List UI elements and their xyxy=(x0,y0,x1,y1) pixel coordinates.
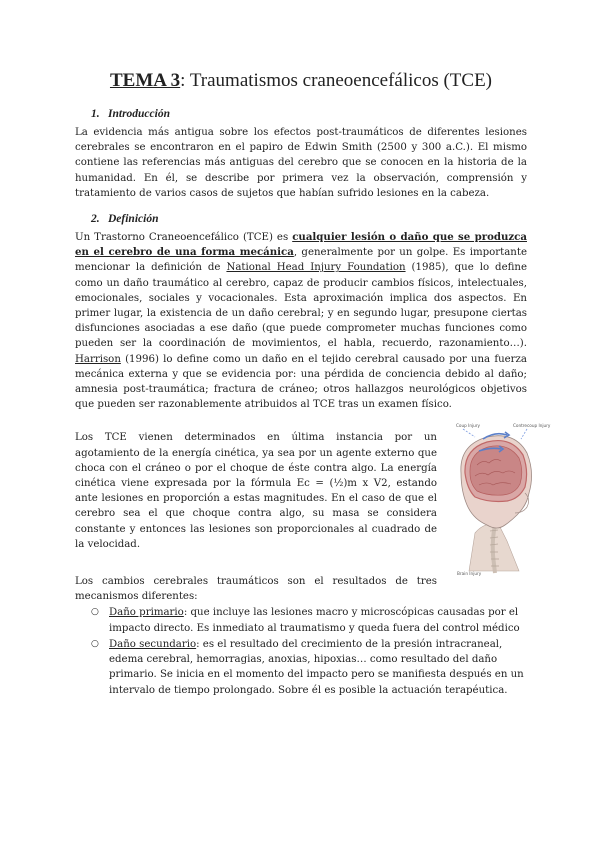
brain-injury-figure xyxy=(455,421,551,577)
citation-nhif: National Head Injury Foundation xyxy=(226,262,406,274)
bullet-text: : es el resultado del crecimiento de la presión intracraneal, edema cerebral, hemorragias, anoxias, hipoxias… como resultado del daño primario. Se inicia en el momento del impacto pero se manifiesta después en un intervalo de tiempo prolongado. Sobre él es posible la actuación terapéutica. xyxy=(109,638,524,696)
citation-harrison: Harrison xyxy=(75,353,121,365)
section-definicion xyxy=(75,213,527,412)
highlighted-definition: cualquier lesión o daño que se produzca en el cerebro de una forma mecánica xyxy=(75,231,527,259)
mechanisms-block xyxy=(75,574,437,604)
bullet-circle-icon: ○ xyxy=(91,607,99,618)
title-main: TEMA 3 xyxy=(109,70,181,91)
bullet-text: : que incluye las lesiones macro y microscópicas causadas por el impacto directo. Es inmediato al traumatismo y queda fuera del control médico xyxy=(109,607,520,634)
mechanisms-list xyxy=(75,605,527,697)
section-title: Introducción xyxy=(108,108,170,120)
figure-label-coup: Coup Injury xyxy=(456,423,481,429)
section-number: 2. xyxy=(91,213,100,226)
mechanisms-intro: Los cambios cerebrales traumáticos son el resultados de tres mecanismos diferentes: xyxy=(75,576,437,603)
document-page xyxy=(75,70,551,699)
section-number: 1. xyxy=(91,108,100,120)
bullet-term: Daño secundario xyxy=(109,638,197,650)
figure-label-contrecoup: Contrecoup Injury xyxy=(513,423,551,429)
tce-block xyxy=(75,423,551,577)
tce-text xyxy=(75,430,437,552)
text-run: (1996) lo define como un daño en el tejido cerebral causado por una fuerza mecánica externa y que se evidencia por: una pérdida de conciencia debido al daño; amnesia post-traumática; fractura de cráneo; otros hallazgos neurológicos objetivos que pueden ser razonablemente atribuidos al TCE tras un examen físico. xyxy=(75,353,527,411)
tce-paragraph: Los TCE vienen determinados en última instancia por un agotamiento de la energía cinética, ya sea por un agente externo que choca con el cráneo o por el choque de éste contra algo. La energía cinética viene expresada por la fórmula Ec = (½)m x V2, estando ante lesiones en proporción a estas magnitudes. En el caso de que el cerebro sea el que choque contra algo, su masa se considera constante y entonces las lesiones son proporcionales al cuadrado de la velocidad. xyxy=(75,432,437,550)
section-title: Definición xyxy=(108,213,159,226)
text-run: Un Trastorno Craneoencefálico (TCE) es xyxy=(75,232,293,244)
bullet-circle-icon: ○ xyxy=(91,638,99,649)
section-introduccion xyxy=(75,108,527,201)
section-paragraph xyxy=(75,230,527,412)
list-item xyxy=(75,605,527,635)
section-heading xyxy=(75,213,527,225)
text-run: (1985), que lo define como un daño traumático al cerebro, capaz de producir cambios físicos, intelectuales, emocionales, sociales y vocacionales. Esta aproximación implica dos aspectos. En primer lugar, la existencia de un daño cerebral; y en segundo lugar, presupone ciertas disfunciones asociadas a ese daño (que puede comprometer muchas funciones como pueden ser la coordinación de movimientos, el habla, recuerdo, razonamiento…). xyxy=(75,262,527,350)
figure-label-brain-injury: Brain Injury xyxy=(457,571,482,577)
page-title xyxy=(75,70,527,92)
list-item xyxy=(75,637,527,698)
text-run: , generalmente por un golpe. Es importante mencionar la definición de xyxy=(75,247,527,274)
section-heading xyxy=(75,108,527,120)
bullet-term: Daño primario xyxy=(109,607,184,619)
title-rest: : Traumatismos craneoencefálicos (TCE) xyxy=(180,70,493,91)
section-paragraph: La evidencia más antigua sobre los efectos post-traumáticos de diferentes lesiones cerebrales se encontraron en el papiro de Edwin Smith (2500 y 300 a.C.). El mismo contiene las referencias más antiguas del cerebro que se conocen en la historia de la humanidad. En él, se describe por primera vez la observación, comprensión y tratamiento de varios casos de sujetos que habían sufrido lesiones en la cabeza. xyxy=(75,127,527,199)
